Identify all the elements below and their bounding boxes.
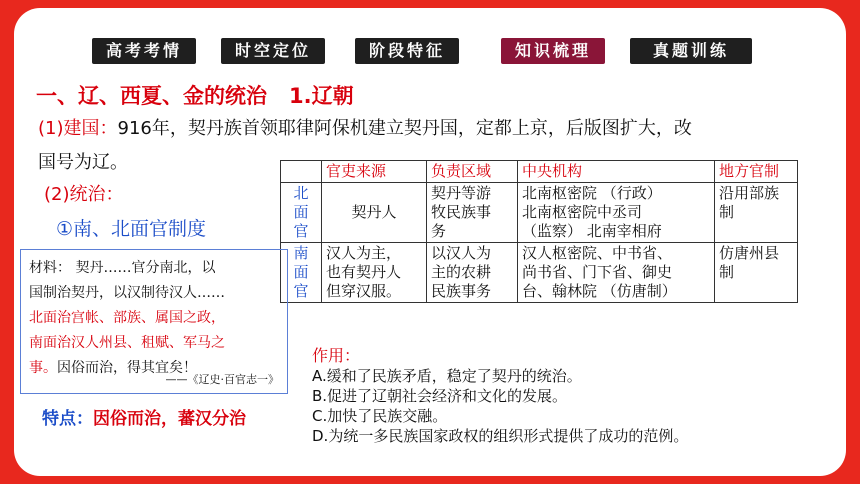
table-cell: 以汉人为 主的农耕 民族事务 — [427, 243, 518, 303]
table-cell: 契丹人 — [322, 183, 427, 243]
table-header-cell: 地方官制 — [715, 161, 798, 183]
table-cell: 契丹等游 牧民族事 务 — [427, 183, 518, 243]
table-header-cell: 官吏来源 — [322, 161, 427, 183]
effect-list — [312, 346, 688, 446]
founding-marker: (1)建国： — [38, 118, 118, 139]
quote-line: 国制治契丹，以汉制待汉人…… — [29, 285, 225, 301]
quote-line: 因俗而治，得其宜矣！ — [57, 360, 197, 376]
quote-source: ——《辽史·百官志一》 — [165, 373, 279, 386]
nav-tab-time-space[interactable]: 时空定位 — [221, 38, 325, 64]
official-system-table — [280, 160, 798, 303]
rule-item: ①南、北面官制度 — [56, 218, 207, 240]
table-row — [281, 183, 798, 243]
nav-tab-knowledge-review[interactable]: 知识梳理 — [501, 38, 605, 64]
table-cell: 北南枢密院 （行政） 北南枢密院中丞司 （监察） 北南宰相府 — [518, 183, 715, 243]
quote-line-highlight: 南面治汉人州县、租赋、军马之 — [29, 335, 225, 351]
row-name-south: 南 面 官 — [281, 243, 322, 303]
table-cell: 汉人为主， 也有契丹人 但穿汉服。 — [322, 243, 427, 303]
row-name-north: 北 面 官 — [281, 183, 322, 243]
table-cell: 沿用部族 制 — [715, 183, 798, 243]
effect-item: C.加快了民族交融。 — [312, 407, 448, 425]
founding-line-2: 国号为辽。 — [38, 152, 128, 173]
source-material-box — [20, 249, 288, 394]
table-header-cell: 负责区域 — [427, 161, 518, 183]
rule-label: (2)统治： — [44, 184, 124, 205]
nav-tab-exam-practice[interactable]: 真题训练 — [630, 38, 752, 64]
nav-tab-exam-overview[interactable]: 高考考情 — [92, 38, 196, 64]
feature-label: 特点： — [42, 409, 93, 429]
effect-heading: 作用： — [312, 346, 361, 365]
feature-line — [42, 406, 246, 432]
feature-value: 因俗而治，蕃汉分治 — [93, 409, 246, 429]
table-row — [281, 243, 798, 303]
quote-line: 材料： 契丹……官分南北，以 — [29, 260, 216, 276]
table-header-row — [281, 161, 798, 183]
effect-item: A.缓和了民族矛盾，稳定了契丹的统治。 — [312, 367, 582, 385]
slide-canvas — [14, 8, 846, 476]
table-cell: 仿唐州县 制 — [715, 243, 798, 303]
nav-tab-stage-features[interactable]: 阶段特征 — [355, 38, 459, 64]
section-title — [36, 80, 354, 110]
quote-line-highlight: 事。 — [29, 360, 57, 376]
table-header-cell: 中央机构 — [518, 161, 715, 183]
table-header-cell — [281, 161, 322, 183]
top-nav — [14, 38, 846, 64]
quote-line-highlight: 北面治宫帐、部族、属国之政， — [29, 310, 225, 326]
founding-line-1: 916年，契丹族首领耶律阿保机建立契丹国，定都上京，后版图扩大，改 — [117, 118, 692, 139]
effect-item: D.为统一多民族国家政权的组织形式提供了成功的范例。 — [312, 427, 689, 445]
section-subtitle: 1.辽朝 — [289, 84, 354, 108]
section-title-main: 一、辽、西夏、金的统治 — [36, 84, 267, 108]
effect-item: B.促进了辽朝社会经济和文化的发展。 — [312, 387, 568, 405]
table-cell: 汉人枢密院、中书省、 尚书省、门下省、御史 台、翰林院 （仿唐制） — [518, 243, 715, 303]
